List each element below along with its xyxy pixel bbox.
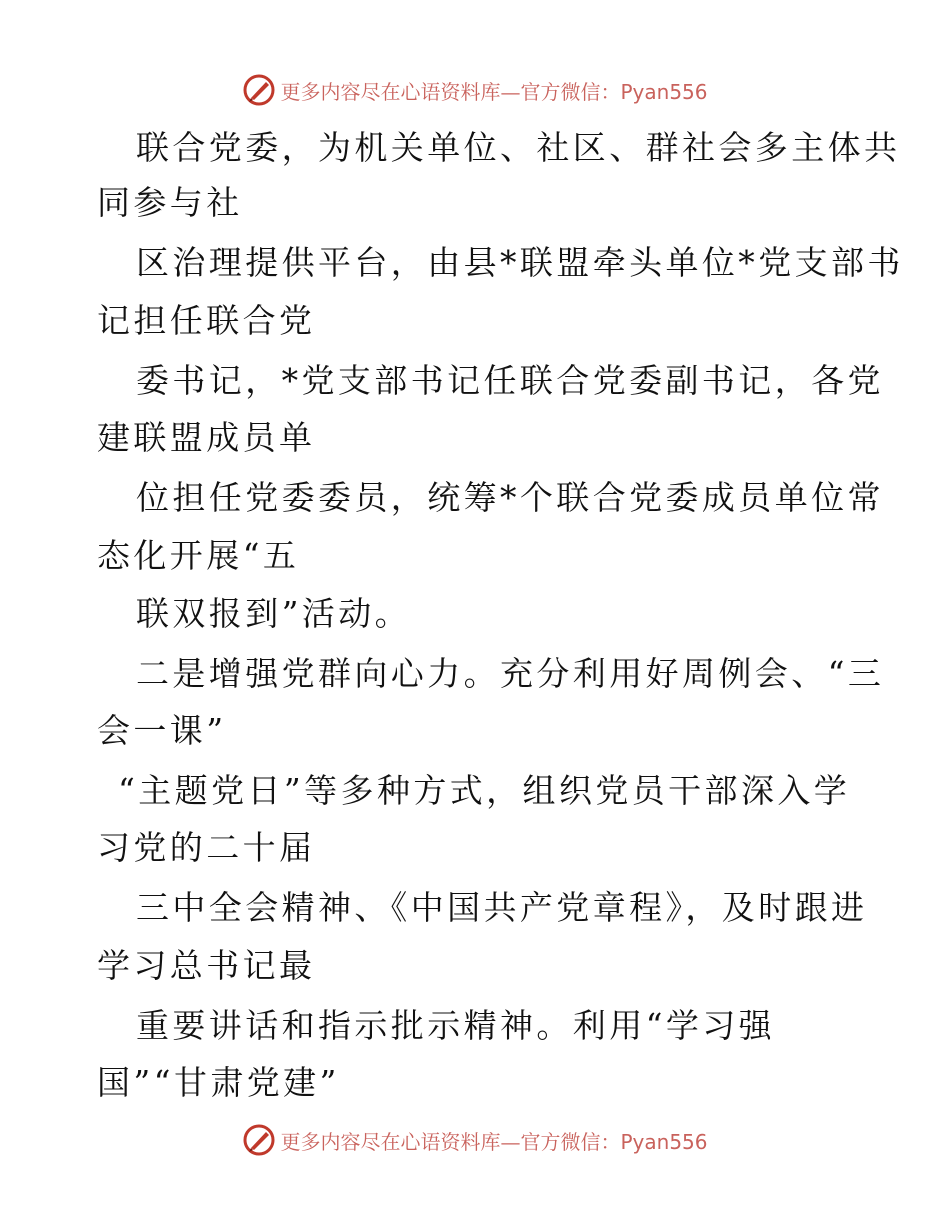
text-line: 重要讲话和指示批示精神。利用“学习强: [136, 1006, 776, 1045]
watermark-text: 更多内容尽在心语资料库—官方微信：Pyan556: [280, 79, 708, 104]
watermark-text: 更多内容尽在心语资料库—官方微信：Pyan556: [280, 1129, 708, 1154]
text-line: 建联盟成员单: [97, 418, 316, 457]
text-line: 记担任联合党: [97, 301, 316, 340]
text-line: 同参与社: [97, 183, 243, 222]
text-line: 联双报到”活动。: [136, 594, 412, 633]
pen-circle-logo-icon: [242, 73, 276, 107]
text-line: 二是增强党群向心力。充分利用好周例会、“三: [136, 654, 885, 693]
text-line: “主题党日”等多种方式，组织党员干部深入学: [118, 771, 851, 810]
text-line: 国”“甘肃党建”: [97, 1063, 340, 1102]
text-line: 位担任党委委员，统筹*个联合党委成员单位常: [136, 478, 884, 517]
pen-circle-logo-icon: [242, 1123, 276, 1157]
text-line: 会一课”: [97, 711, 227, 750]
header-watermark: [0, 70, 950, 110]
text-line: 学习总书记最: [97, 946, 316, 985]
text-line: 三中全会精神、《中国共产党章程》，及时跟进: [136, 888, 868, 927]
text-line: 联合党委，为机关单位、社区、群社会多主体共: [136, 128, 901, 167]
text-line: 习党的二十届: [97, 828, 316, 867]
text-line: 区治理提供平台，由县*联盟牵头单位*党支部书: [136, 243, 904, 282]
text-line: 委书记，*党支部书记任联合党委副书记，各党: [136, 361, 884, 400]
text-line: 态化开展“五: [97, 536, 300, 575]
footer-watermark: [0, 1120, 950, 1160]
